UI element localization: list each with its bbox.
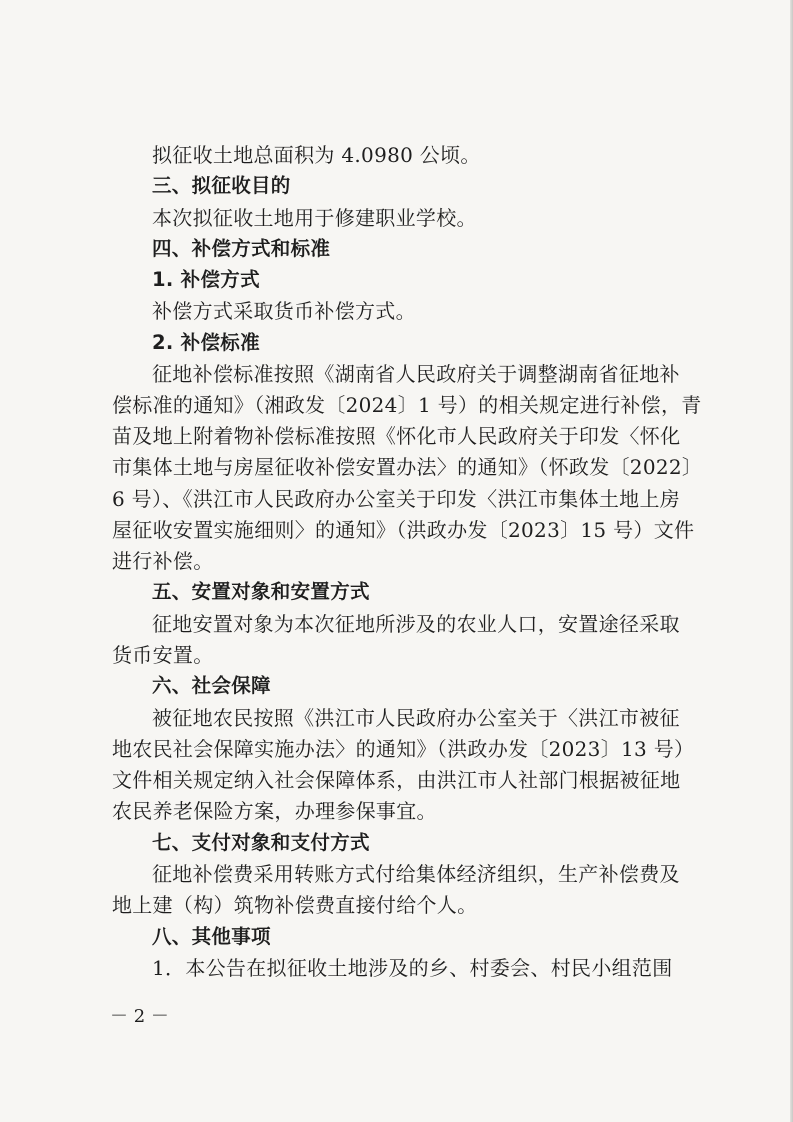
text-line: 6 号）、《洪江市人民政府办公室关于印发〈洪江市集体土地上房 bbox=[112, 487, 681, 511]
section-heading: 七、支付对象和支付方式 bbox=[152, 831, 370, 854]
text-line: 文件相关规定纳入社会保障体系，由洪江市人社部门根据被征地 bbox=[112, 768, 681, 792]
text-line: 偿标准的通知》（湘政发〔2024〕1 号）的相关规定进行补偿，青 bbox=[112, 393, 702, 417]
page-number: － 2 － bbox=[110, 1006, 169, 1027]
text-line: 被征地农民按照《洪江市人民政府办公室关于〈洪江市被征 bbox=[152, 706, 680, 730]
text-line: 苗及地上附着物补偿标准按照《怀化市人民政府关于印发〈怀化 bbox=[112, 424, 681, 448]
text-line: 地上建（构）筑物补偿费直接付给个人。 bbox=[112, 893, 478, 917]
text-line: 市集体土地与房屋征收补偿安置办法〉的通知》（怀政发〔2022〕 bbox=[112, 455, 703, 479]
text-line: 进行补偿。 bbox=[112, 549, 214, 573]
subsection-heading: 1. 补偿方式 bbox=[152, 268, 260, 291]
subsection-heading: 2. 补偿标准 bbox=[152, 331, 260, 354]
section-heading: 三、拟征收目的 bbox=[152, 174, 291, 197]
section-heading: 五、安置对象和安置方式 bbox=[152, 580, 370, 603]
text-line: 1．本公告在拟征收土地涉及的乡、村委会、村民小组范围 bbox=[152, 956, 673, 980]
section-heading: 四、补偿方式和标准 bbox=[152, 237, 331, 260]
text-line: 屋征收安置实施细则〉的通知》（洪政办发〔2023〕15 号）文件 bbox=[112, 518, 695, 542]
text-line: 本次拟征收土地用于修建职业学校。 bbox=[152, 206, 477, 230]
text-line: 征地安置对象为本次征地所涉及的农业人口，安置途径采取 bbox=[152, 612, 680, 636]
text-line: 货币安置。 bbox=[112, 643, 214, 667]
text-line: 农民养老保险方案，办理参保事宜。 bbox=[112, 799, 437, 823]
section-heading: 八、其他事项 bbox=[152, 925, 271, 948]
text-line: 拟征收土地总面积为 4.0980 公顷。 bbox=[152, 143, 481, 167]
text-line: 征地补偿费采用转账方式付给集体经济组织，生产补偿费及 bbox=[152, 862, 680, 886]
text-line: 征地补偿标准按照《湖南省人民政府关于调整湖南省征地补 bbox=[152, 362, 680, 386]
section-heading: 六、社会保障 bbox=[152, 674, 271, 697]
text-line: 补偿方式采取货币补偿方式。 bbox=[152, 299, 416, 323]
text-line: 地农民社会保障实施办法〉的通知》（洪政办发〔2023〕13 号） bbox=[112, 737, 695, 761]
